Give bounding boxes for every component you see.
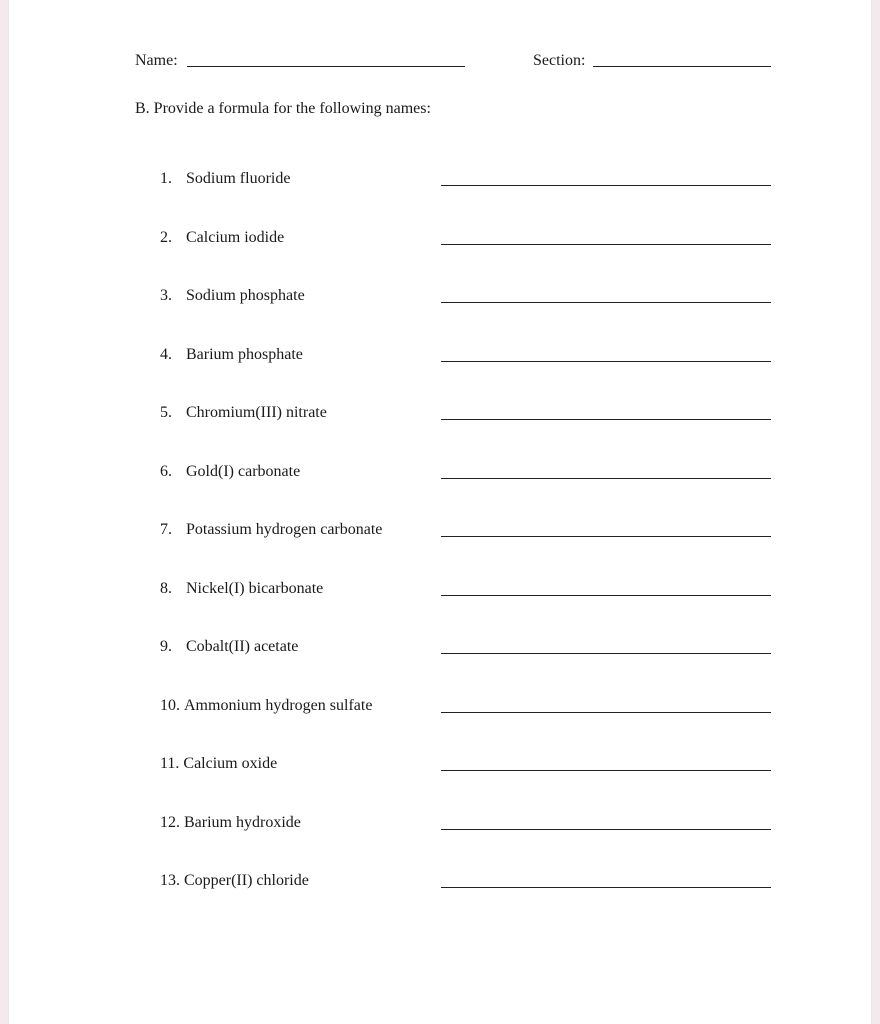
answer-line[interactable] bbox=[441, 185, 771, 186]
compound-name: Ammonium hydrogen sulfate bbox=[184, 697, 373, 714]
answer-line[interactable] bbox=[441, 653, 771, 654]
question-number: 1. bbox=[160, 170, 172, 187]
question-number: 8. bbox=[160, 580, 172, 597]
answer-line[interactable] bbox=[441, 595, 771, 596]
question-number: 5. bbox=[160, 404, 172, 421]
question-item bbox=[9, 755, 871, 775]
answer-line[interactable] bbox=[441, 887, 771, 888]
question-item bbox=[9, 346, 871, 366]
compound-name: Calcium iodide bbox=[186, 229, 285, 246]
compound-name: Calcium oxide bbox=[183, 755, 278, 772]
answer-line[interactable] bbox=[441, 770, 771, 771]
compound-name: Copper(II) chloride bbox=[184, 872, 309, 889]
answer-line[interactable] bbox=[441, 712, 771, 713]
question-item bbox=[9, 521, 871, 541]
compound-name: Barium hydroxide bbox=[184, 814, 301, 831]
question-number: 11. bbox=[160, 755, 180, 772]
question-item bbox=[9, 697, 871, 717]
answer-line[interactable] bbox=[441, 302, 771, 303]
question-number: 3. bbox=[160, 287, 172, 304]
question-number: 6. bbox=[160, 463, 172, 480]
name-blank-line[interactable] bbox=[187, 66, 465, 67]
compound-name: Chromium(III) nitrate bbox=[186, 404, 327, 421]
answer-line[interactable] bbox=[441, 478, 771, 479]
question-number: 4. bbox=[160, 346, 172, 363]
worksheet-page bbox=[9, 0, 871, 1024]
question-number: 10. bbox=[160, 697, 180, 714]
answer-line[interactable] bbox=[441, 829, 771, 830]
compound-name: Sodium fluoride bbox=[186, 170, 291, 187]
compound-name: Gold(I) carbonate bbox=[186, 463, 301, 480]
question-number: 13. bbox=[160, 872, 180, 889]
question-item bbox=[9, 872, 871, 892]
answer-line[interactable] bbox=[441, 244, 771, 245]
question-item bbox=[9, 229, 871, 249]
name-label: Name: bbox=[135, 52, 178, 69]
compound-name: Cobalt(II) acetate bbox=[186, 638, 299, 655]
question-number: 12. bbox=[160, 814, 180, 831]
question-item bbox=[9, 814, 871, 834]
question-item bbox=[9, 287, 871, 307]
question-number: 2. bbox=[160, 229, 172, 246]
section-label: Section: bbox=[533, 52, 586, 69]
question-item bbox=[9, 170, 871, 190]
question-item bbox=[9, 638, 871, 658]
answer-line[interactable] bbox=[441, 536, 771, 537]
compound-name: Nickel(I) bicarbonate bbox=[186, 580, 324, 597]
question-item bbox=[9, 404, 871, 424]
compound-name: Potassium hydrogen carbonate bbox=[186, 521, 383, 538]
compound-name: Sodium phosphate bbox=[186, 287, 305, 304]
section-b-instruction: B. Provide a formula for the following names: bbox=[135, 100, 431, 117]
question-number: 7. bbox=[160, 521, 172, 538]
answer-line[interactable] bbox=[441, 361, 771, 362]
question-item bbox=[9, 580, 871, 600]
question-item bbox=[9, 463, 871, 483]
compound-name: Barium phosphate bbox=[186, 346, 303, 363]
answer-line[interactable] bbox=[441, 419, 771, 420]
question-number: 9. bbox=[160, 638, 172, 655]
section-blank-line[interactable] bbox=[593, 66, 771, 67]
